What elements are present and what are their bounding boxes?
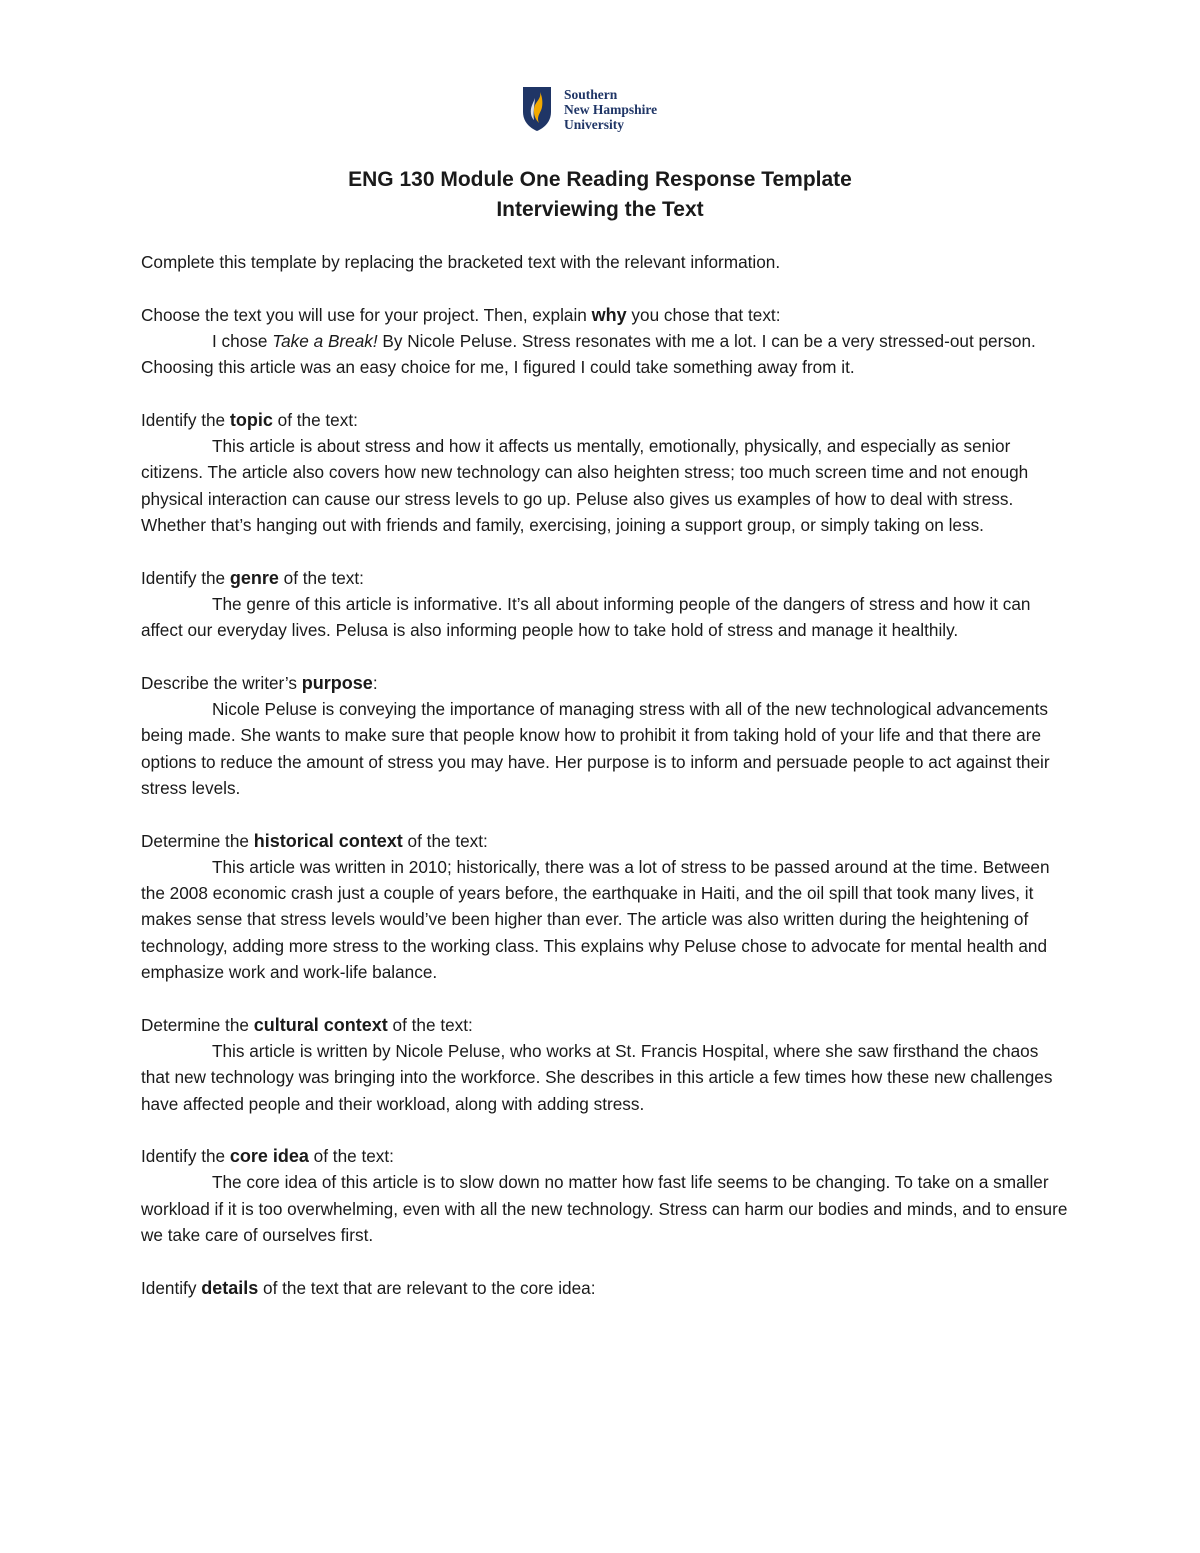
document-title <box>0 165 1200 225</box>
logo-line-2: New Hampshire <box>564 101 658 117</box>
details-prompt <box>141 1275 1071 1301</box>
prompt-text: Identify the <box>141 567 230 588</box>
prompt-text: of the text: <box>308 1146 394 1167</box>
cultural-prompt <box>141 1012 1071 1038</box>
prompt-keyword: genre <box>229 567 279 588</box>
prompt-text: of the text: <box>278 567 364 588</box>
topic-prompt <box>141 407 1071 433</box>
prompt-text: : <box>372 672 378 693</box>
answer-text: By Nicole Peluse. Stress resonates with me a lot. I can be a very stressed-out person. Choosing this article was an easy choice for me, I figured I could take something away from it. <box>141 330 1036 378</box>
genre-prompt <box>141 565 1071 591</box>
prompt-text: of the text: <box>402 830 488 851</box>
prompt-keyword: core idea <box>229 1146 309 1167</box>
prompt-keyword: topic <box>229 409 273 430</box>
prompt-text: Determine the <box>141 830 254 851</box>
title-line-2: Interviewing the Text <box>496 198 704 221</box>
logo-line-3: University <box>564 116 624 132</box>
prompt-keyword: details <box>201 1277 259 1298</box>
genre-answer: The genre of this article is informative. It’s all about informing people of the dangers of stress and how it can affect our everyday lives. Pelusa is also informing people how to take hold of stress and manage it healthily. <box>141 593 1031 641</box>
logo-line-1: Southern <box>564 86 618 102</box>
title-line-1: ENG 130 Module One Reading Response Template <box>348 168 852 191</box>
choose-prompt <box>141 302 1071 328</box>
core-prompt <box>141 1143 1071 1169</box>
prompt-text: Choose the text you will use for your project. Then, explain <box>141 304 592 325</box>
purpose-answer: Nicole Peluse is conveying the importance of managing stress with all of the new technological advancements being made. She wants to make sure that people know how to prohibit it from taking hold of your life and that there are options to reduce the amount of stress you may have. Her purpose is to inform and persuade people to act against their stress levels. <box>141 699 1050 798</box>
article-title: Take a Break! <box>272 330 378 351</box>
core-answer: The core idea of this article is to slow down no matter how fast life seems to be changing. To take on a smaller workload if it is too overwhelming, even with all the new technology. Stress can harm our bodies and minds, and to ensure we take care of ourselves first. <box>141 1172 1068 1245</box>
prompt-keyword: cultural context <box>253 1014 388 1035</box>
instructions: Complete this template by replacing the bracketed text with the relevant information. <box>141 252 781 272</box>
prompt-text: Identify the <box>141 1146 230 1167</box>
historical-answer: This article was written in 2010; historically, there was a lot of stress to be passed around at the time. Between the 2008 economic crash just a couple of years before, the earthquake in Haiti, and the oil spill that took many lives, it makes sense that stress levels would’ve been higher than ever. The article was also written during the heightening of technology, adding more stress to the working class. This explains why Peluse chose to advocate for mental health and emphasize work and work-life balance. <box>141 856 1050 983</box>
prompt-text: of the text: <box>387 1014 473 1035</box>
historical-prompt <box>141 828 1071 854</box>
prompt-text: of the text that are relevant to the core idea: <box>258 1277 596 1298</box>
prompt-text: Describe the writer’s <box>141 672 302 693</box>
choose-answer <box>141 328 1071 381</box>
shield-flame-icon <box>522 86 552 132</box>
university-name <box>564 87 657 132</box>
document-body <box>141 249 1071 1301</box>
prompt-text: Identify <box>141 1277 202 1298</box>
answer-text: I chose <box>212 330 273 351</box>
topic-answer: This article is about stress and how it affects us mentally, emotionally, physically, and especially as senior citizens. The article also covers how new technology can also heighten stress; too much screen time and not enough physical interaction can cause our stress levels to go up. Peluse also gives us examples of how to deal with stress. Whether that’s hanging out with friends and family, exercising, joining a support group, or simply taking on less. <box>141 436 1029 535</box>
prompt-keyword: purpose <box>301 672 373 693</box>
cultural-answer: This article is written by Nicole Peluse, who works at St. Francis Hospital, where she saw firsthand the chaos that new technology was bringing into the workforce. She describes in this article a few times how these new challenges have affected people and their workload, along with adding stress. <box>141 1040 1053 1114</box>
prompt-text: Determine the <box>141 1014 254 1035</box>
purpose-prompt <box>141 670 1071 696</box>
prompt-text: you chose that text: <box>626 304 781 325</box>
university-logo <box>522 84 657 134</box>
prompt-text: of the text: <box>272 409 358 430</box>
prompt-keyword: historical context <box>253 830 403 851</box>
prompt-text: Identify the <box>141 409 230 430</box>
prompt-keyword: why <box>591 304 627 325</box>
